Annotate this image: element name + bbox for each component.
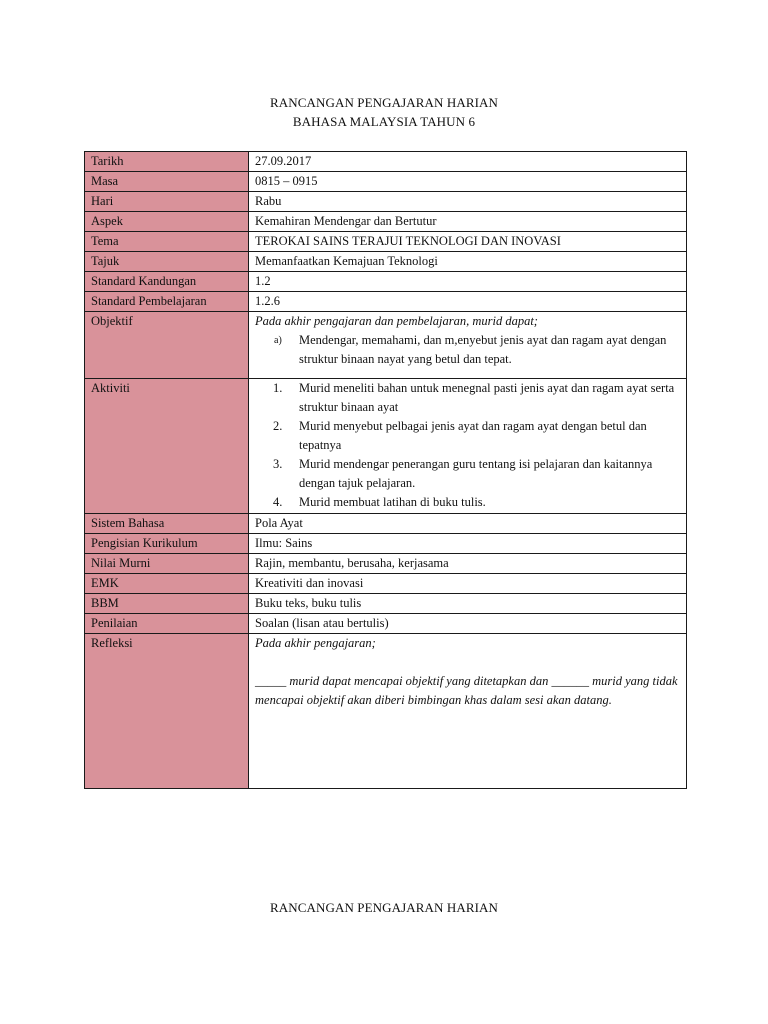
value-aspek: Kemahiran Mendengar dan Bertutur (249, 212, 687, 232)
value-tema: TEROKAI SAINS TERAJUI TEKNOLOGI DAN INOVASI (249, 232, 687, 252)
value-masa: 0815 – 0915 (249, 172, 687, 192)
list-number: 3. (273, 457, 283, 471)
list-item-text: Mendengar, memahami, dan m,enyebut jenis ayat dan ragam ayat dengan struktur binaan nayat yang betul dan tepat. (299, 333, 667, 366)
list-number: 2. (273, 419, 283, 433)
value-bbm: Buku teks, buku tulis (249, 594, 687, 614)
row-hari (85, 192, 687, 212)
lesson-plan-table (84, 151, 687, 789)
label-nilai-murni: Nilai Murni (85, 554, 249, 574)
page-subtitle: BAHASA MALAYSIA TAHUN 6 (292, 114, 476, 129)
row-sistem-bahasa (85, 514, 687, 534)
row-aktiviti (85, 379, 687, 514)
label-standard-pembelajaran: Standard Pembelajaran (85, 292, 249, 312)
list-marker: a) (274, 335, 282, 346)
value-nilai-murni: Rajin, membantu, berusaha, kerjasama (249, 554, 687, 574)
row-tarikh (85, 152, 687, 172)
value-hari: Rabu (249, 192, 687, 212)
value-penilaian: Soalan (lisan atau bertulis) (249, 614, 687, 634)
list-item (255, 331, 680, 369)
value-sistem-bahasa: Pola Ayat (249, 514, 687, 534)
row-nilai-murni (85, 554, 687, 574)
row-emk (85, 574, 687, 594)
value-tajuk: Memanfaatkan Kemajuan Teknologi (249, 252, 687, 272)
value-refleksi (249, 634, 687, 789)
row-standard-kandungan (85, 272, 687, 292)
value-emk: Kreativiti dan inovasi (249, 574, 687, 594)
label-pengisian-kurikulum: Pengisian Kurikulum (85, 534, 249, 554)
label-bbm: BBM (85, 594, 249, 614)
refleksi-text: _____ murid dapat mencapai objektif yang ditetapkan dan ______ murid yang tidak mencapai objektif akan diberi bimbingan khas dalam sesi akan datang. (255, 674, 678, 707)
objektif-list (255, 331, 680, 369)
value-objektif (249, 312, 687, 379)
row-penilaian (85, 614, 687, 634)
row-tema (85, 232, 687, 252)
row-aspek (85, 212, 687, 232)
value-standard-kandungan: 1.2 (249, 272, 687, 292)
list-item (255, 493, 680, 512)
label-emk: EMK (85, 574, 249, 594)
list-item (255, 455, 680, 493)
row-objektif (85, 312, 687, 379)
row-tajuk (85, 252, 687, 272)
list-number: 4. (273, 495, 283, 509)
list-item-text: Murid mendengar penerangan guru tentang isi pelajaran dan kaitannya dengan tajuk pelajaran. (299, 457, 653, 490)
list-item (255, 379, 680, 417)
label-masa: Masa (85, 172, 249, 192)
label-objektif: Objektif (85, 312, 249, 379)
list-item-text: Murid meneliti bahan untuk menegnal pasti jenis ayat dan ragam ayat serta struktur binaan ayat (299, 381, 675, 414)
list-item-text: Murid membuat latihan di buku tulis. (299, 495, 486, 509)
refleksi-intro: Pada akhir pengajaran; (255, 636, 376, 650)
label-tajuk: Tajuk (85, 252, 249, 272)
aktiviti-list (255, 379, 680, 512)
label-aspek: Aspek (85, 212, 249, 232)
list-item (255, 417, 680, 455)
row-pengisian-kurikulum (85, 534, 687, 554)
value-pengisian-kurikulum: Ilmu: Sains (249, 534, 687, 554)
label-aktiviti: Aktiviti (85, 379, 249, 514)
label-hari: Hari (85, 192, 249, 212)
page-title: RANCANGAN PENGAJARAN HARIAN (269, 95, 499, 110)
label-tarikh: Tarikh (85, 152, 249, 172)
list-number: 1. (273, 381, 283, 395)
objektif-intro: Pada akhir pengajaran dan pembelajaran, murid dapat; (255, 314, 538, 328)
list-item-text: Murid menyebut pelbagai jenis ayat dan ragam ayat dengan betul dan tepatnya (299, 419, 647, 452)
label-refleksi: Refleksi (85, 634, 249, 789)
label-penilaian: Penilaian (85, 614, 249, 634)
row-bbm (85, 594, 687, 614)
value-tarikh: 27.09.2017 (249, 152, 687, 172)
row-refleksi (85, 634, 687, 789)
label-sistem-bahasa: Sistem Bahasa (85, 514, 249, 534)
footer-title: RANCANGAN PENGAJARAN HARIAN (269, 900, 499, 915)
row-masa (85, 172, 687, 192)
label-standard-kandungan: Standard Kandungan (85, 272, 249, 292)
label-tema: Tema (85, 232, 249, 252)
row-standard-pembelajaran (85, 292, 687, 312)
value-aktiviti (249, 379, 687, 514)
value-standard-pembelajaran: 1.2.6 (249, 292, 687, 312)
